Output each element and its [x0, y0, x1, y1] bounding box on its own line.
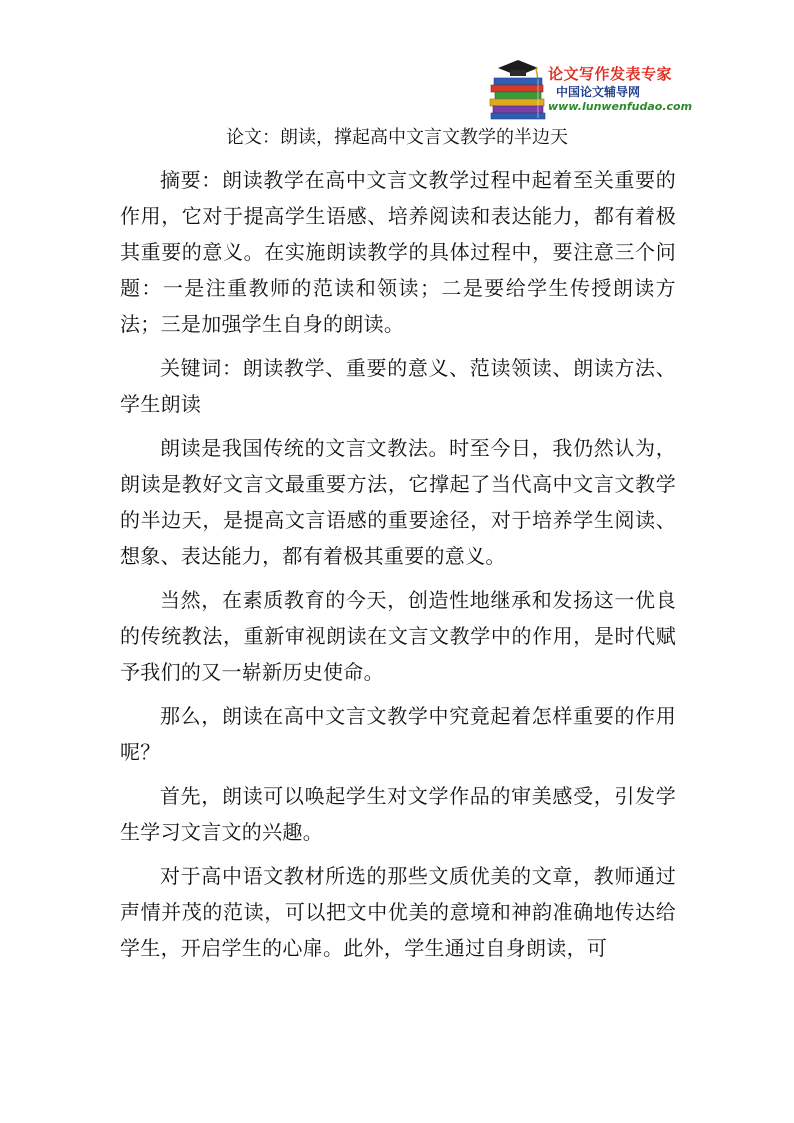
site-logo — [488, 58, 693, 120]
body-paragraph: 首先，朗读可以唤起学生对文学作品的审美感受，引发学生学习文言文的兴趣。 — [120, 784, 676, 844]
document-title: 论文：朗读，撑起高中文言文教学的半边天 — [226, 127, 568, 148]
logo-title: 论文写作发表专家 — [548, 65, 673, 83]
logo-url[interactable]: www.lunwenfudao.com — [548, 100, 693, 113]
keywords-paragraph: 关键词：朗读教学、重要的意义、范读领读、朗读方法、学生朗读 — [120, 356, 676, 416]
body-paragraph: 那么，朗读在高中文言文教学中究竟起着怎样重要的作用呢？ — [120, 704, 676, 764]
body-paragraph: 对于高中语文教材所选的那些文质优美的文章，教师通过声情并茂的范读，可以把文中优美的意境和神韵准确地传达给学生，开启学生的心扉。此外，学生通过自身朗读，可 — [120, 864, 676, 960]
books-graduation-cap-icon — [488, 58, 548, 120]
abstract-paragraph: 摘要：朗读教学在高中文言文教学过程中起着至关重要的作用，它对于提高学生语感、培养阅读和表达能力，都有着极其重要的意义。在实施朗读教学的具体过程中，要注意三个问题：一是注重教师的范读和领读；二是要给学生传授朗读方法；三是加强学生自身的朗读。 — [120, 168, 676, 336]
body-paragraph: 朗读是我国传统的文言文教法。时至今日，我仍然认为，朗读是教好文言文最重要方法，它撑起了当代高中文言文教学的半边天，是提高文言语感的重要途径，对于培养学生阅读、想象、表达能力，都有着极其重要的意义。 — [120, 436, 676, 568]
body-paragraph: 当然，在素质教育的今天，创造性地继承和发扬这一优良的传统教法，重新审视朗读在文言文教学中的作用，是时代赋予我们的又一崭新历史使命。 — [120, 588, 676, 684]
document-body — [120, 162, 676, 974]
logo-subtitle: 中国论文辅导网 — [556, 85, 641, 99]
